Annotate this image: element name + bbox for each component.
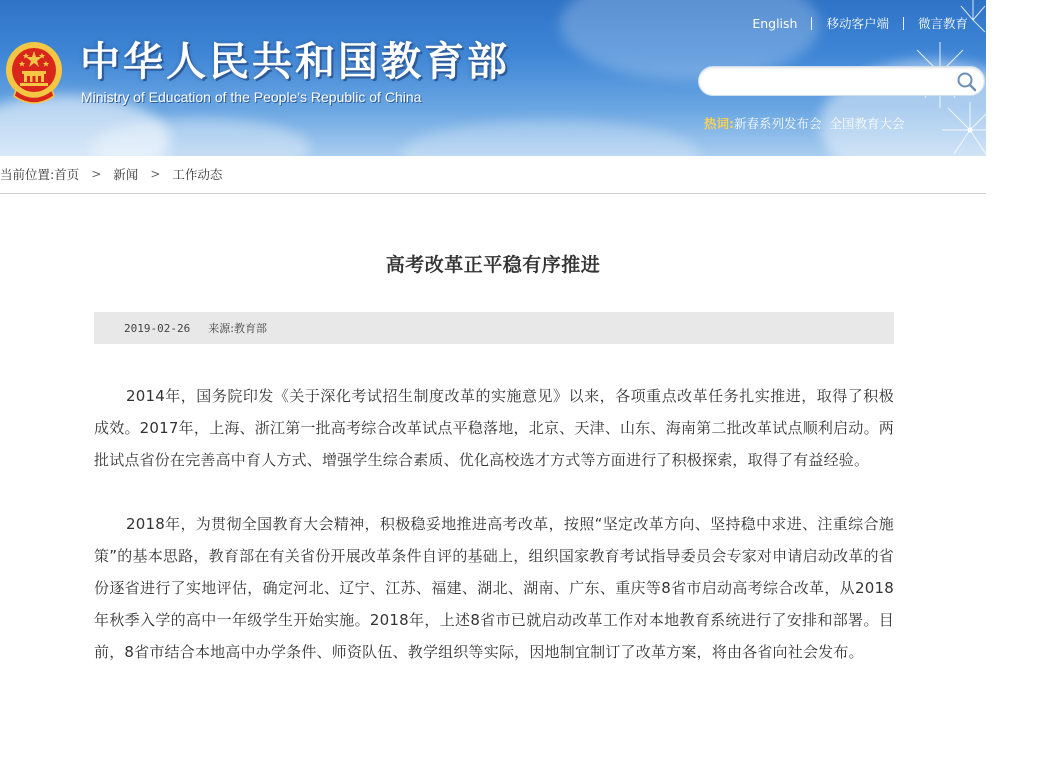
- breadcrumb-home[interactable]: 首页: [54, 167, 80, 182]
- article-meta-bar: [94, 312, 894, 344]
- english-link[interactable]: English: [752, 15, 798, 31]
- hot-words: [704, 114, 913, 132]
- dandelion-decoration: [940, 100, 1000, 160]
- article-title: 高考改革正平稳有序推进: [385, 254, 601, 276]
- mobile-client-link[interactable]: 移动客户端: [826, 16, 889, 31]
- breadcrumb-news[interactable]: 新闻: [113, 167, 139, 182]
- search-input[interactable]: [711, 71, 951, 93]
- hot-word-link[interactable]: 新春系列发布会: [734, 116, 822, 131]
- search-box: [698, 66, 985, 96]
- breadcrumb: [0, 165, 222, 183]
- link-separator: [903, 17, 904, 30]
- article-paragraph: 2014年，国务院印发《关于深化考试招生制度改革的实施意见》以来，各项重点改革任务扎实推进，取得了积极成效。2017年，上海、浙江第一批高考综合改革试点平稳落地，北京、天津、山东、海南第二批改革试点顺利启动。两批试点省份在完善高中育人方式、增强学生综合素质、优化高校选才方式等方面进行了积极探索，取得了有益经验。: [94, 387, 894, 469]
- article-body: [94, 380, 894, 700]
- search-icon[interactable]: [956, 71, 978, 93]
- hot-words-label: 热词:: [704, 116, 734, 131]
- site-title: 中华人民共和国教育部: [80, 38, 510, 85]
- top-links: [752, 14, 968, 32]
- chevron-right-icon: >: [91, 167, 102, 181]
- chevron-right-icon: >: [150, 167, 161, 181]
- site-subtitle: Ministry of Education of the People's Republic of China: [81, 89, 422, 105]
- weiyan-education-link[interactable]: 微言教育: [917, 16, 968, 31]
- article-paragraph: 2018年，为贯彻全国教育大会精神，积极稳妥地推进高考改革，按照“坚定改革方向、坚持稳中求进、注重综合施策”的基本思路，教育部在有关省份开展改革条件自评的基础上，组织国家教育考试指导委员会专家对申请启动改革的省份逐省进行了实地评估，确定河北、辽宁、江苏、福建、湖北、湖南、广东、重庆等8省市启动高考综合改革，从2018年秋季入学的高中一年级学生开始实施。2018年，上述8省市已就启动改革工作对本地教育系统进行了安排和部署。目前，8省市结合本地高中办学条件、师资队伍、教学组织等实际，因地制宜制订了改革方案，将由各省向社会发布。: [94, 515, 894, 661]
- breadcrumb-prefix: 当前位置:: [0, 167, 55, 182]
- header-banner: [0, 0, 986, 182]
- national-emblem-icon: [4, 40, 64, 104]
- article-date: 2019-02-26: [124, 321, 191, 335]
- breadcrumb-work-updates[interactable]: 工作动态: [172, 167, 223, 182]
- cloud-decoration: [400, 120, 700, 190]
- article-source: 来源:教育部: [208, 322, 267, 335]
- header-divider: [0, 193, 986, 194]
- hot-word-link[interactable]: 全国教育大会: [829, 116, 905, 131]
- link-separator: [811, 17, 812, 30]
